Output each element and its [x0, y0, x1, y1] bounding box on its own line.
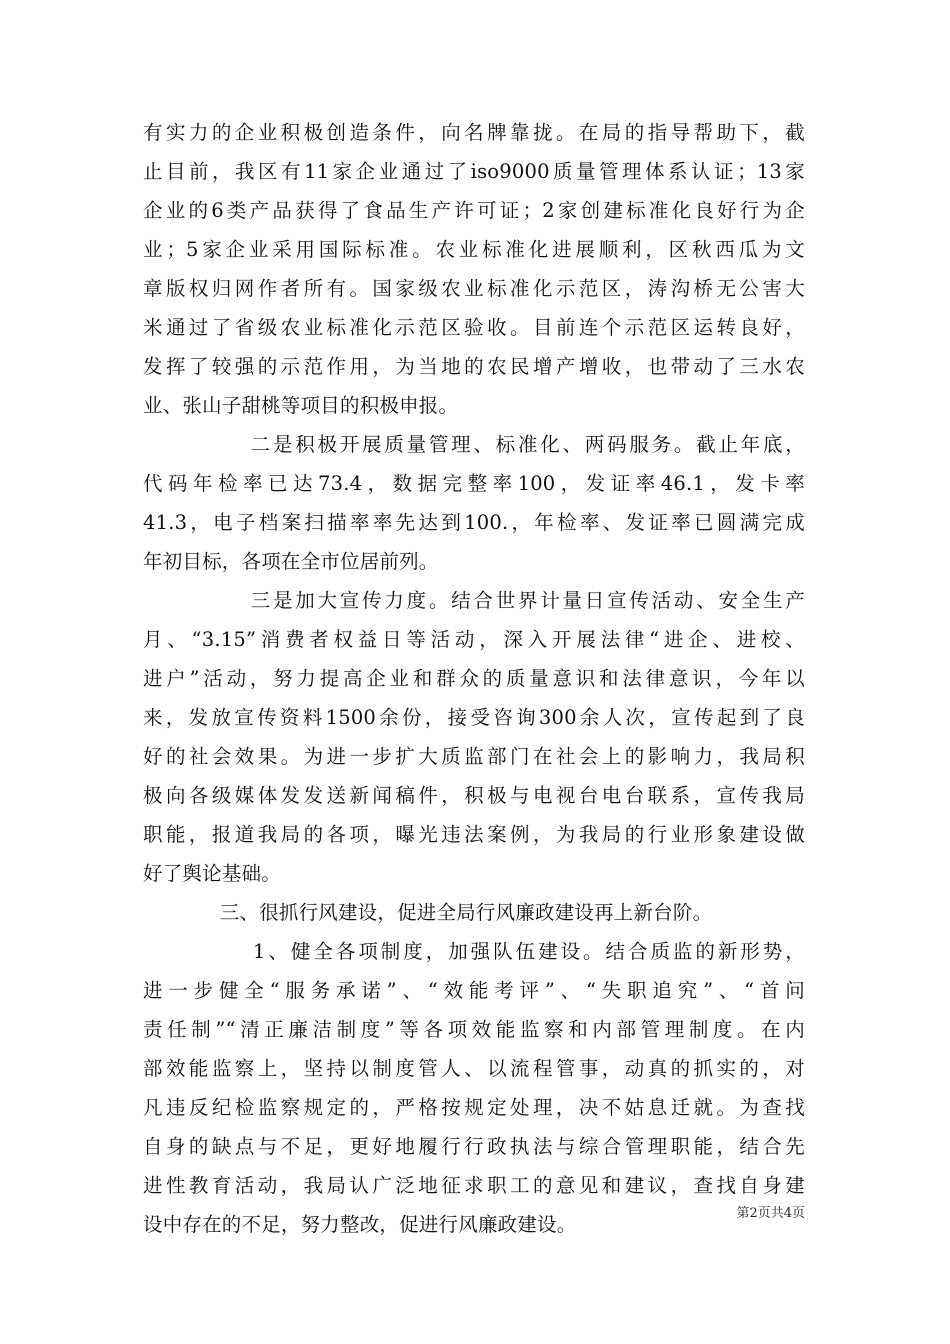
text-line: 业；5家企业采用国际标准。农业标准化进展顺利，区秋西瓜为文: [143, 238, 805, 261]
text-line: 年初目标，各项在全市位居前列。: [143, 550, 439, 573]
document-body: [143, 113, 805, 1244]
text-line: 41.3，电子档案扫描率率先达到100.，年检率、发证率已圆满完成: [143, 511, 805, 534]
text-line: 责任制”“清正廉洁制度”等各项效能监察和内部管理制度。在内: [143, 1018, 805, 1041]
text-line: 自身的缺点与不足，更好地履行行政执法与综合管理职能，结合先: [143, 1135, 805, 1158]
text-line: 好了舆论基础。: [143, 862, 281, 885]
text-line: 设中存在的不足，努力整改，促进行风廉政建设。: [143, 1213, 577, 1236]
text-line: 好的社会效果。为进一步扩大质监部门在社会上的影响力，我局积: [143, 745, 805, 768]
text-line: 凡违反纪检监察规定的，严格按规定处理，决不姑息迁就。为查找: [143, 1096, 805, 1119]
page-number: 第2页共4页: [736, 1206, 805, 1221]
text-line: 企业的6类产品获得了食品生产许可证；2家创建标准化良好行为企: [143, 199, 805, 222]
text-line: 止目前，我区有11家企业通过了iso9000质量管理体系认证；13家: [143, 160, 805, 183]
text-line: 进一步健全“服务承诺”、“效能考评”、“失职追究”、“首问: [143, 979, 805, 1002]
text-line: 业、张山子甜桃等项目的积极申报。: [143, 394, 459, 417]
paragraph-start-line: 三是加大宣传力度。结合世界计量日宣传活动、安全生产: [143, 589, 805, 612]
text-line: 代码年检率已达73.4，数据完整率100，发证率46.1，发卡率: [143, 472, 805, 495]
text-line: 章版权归网作者所有。国家级农业标准化示范区，涛沟桥无公害大: [143, 277, 805, 300]
section-heading: 三、很抓行风建设，促进全局行风廉政建设再上新台阶。: [143, 901, 713, 924]
text-line: 部效能监察上，坚持以制度管人、以流程管事，动真的抓实的，对: [143, 1057, 805, 1080]
text-line: 职能，报道我局的各项，曝光违法案例，为我局的行业形象建设做: [143, 823, 805, 846]
paragraph-start-line: 1、健全各项制度，加强队伍建设。结合质监的新形势，: [143, 940, 805, 963]
text-line: 米通过了省级农业标准化示范区验收。目前连个示范区运转良好，: [143, 316, 805, 339]
text-line: 月、“3.15”消费者权益日等活动，深入开展法律“进企、进校、: [143, 628, 805, 651]
text-line: 来，发放宣传资料1500余份，接受咨询300余人次，宣传起到了良: [143, 706, 805, 729]
text-line: 进性教育活动，我局认广泛地征求职工的意见和建议，查找自身建: [143, 1174, 805, 1197]
text-line: 进户”活动，努力提高企业和群众的质量意识和法律意识，今年以: [143, 667, 805, 690]
text-line: 有实力的企业积极创造条件，向名牌靠拢。在局的指导帮助下，截: [143, 121, 805, 144]
paragraph-start-line: 二是积极开展质量管理、标准化、两码服务。截止年底，: [143, 433, 805, 456]
text-line: 发挥了较强的示范作用，为当地的农民增产增收，也带动了三水农: [143, 355, 805, 378]
text-line: 极向各级媒体发发送新闻稿件，积极与电视台电台联系，宣传我局: [143, 784, 805, 807]
